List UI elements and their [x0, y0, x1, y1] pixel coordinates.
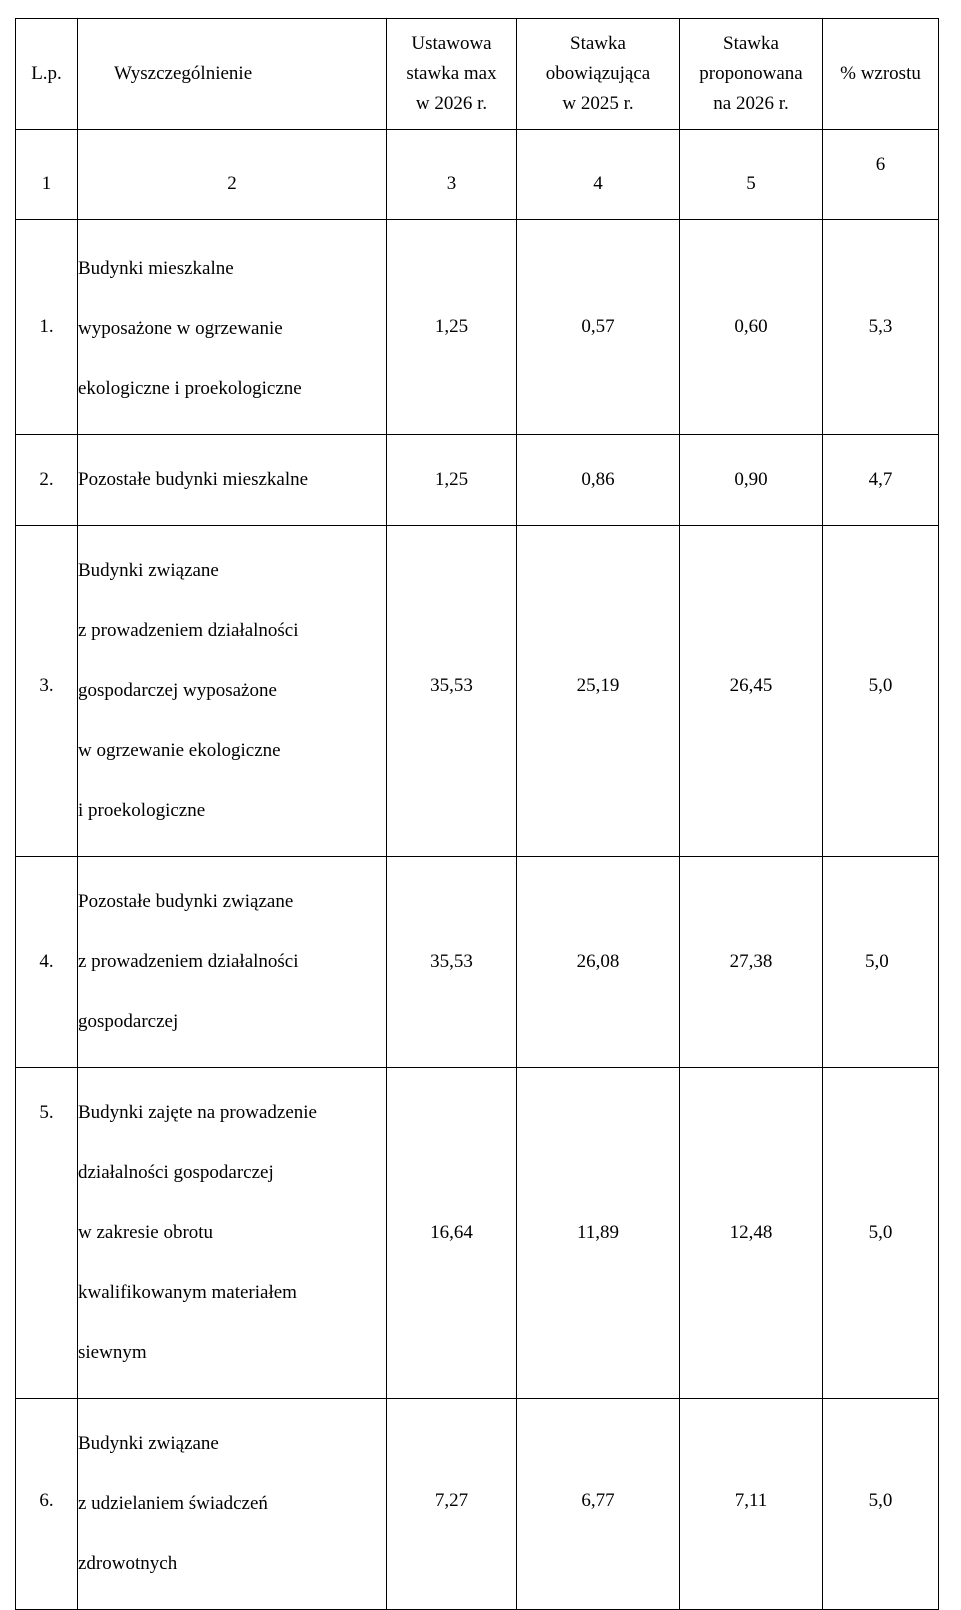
description-line: i proekologiczne — [78, 800, 206, 821]
description-line: z prowadzeniem działalności — [78, 620, 299, 641]
column-number: 1 — [16, 130, 78, 220]
description-line: zdrowotnych — [78, 1553, 178, 1574]
header-proposed-rate-line: Stawka — [723, 33, 779, 54]
column-number: 3 — [387, 130, 517, 220]
row-percent-increase: 5,3 — [823, 220, 939, 435]
header-current-rate-line: Stawka — [570, 33, 626, 54]
row-max-rate: 35,53 — [387, 857, 517, 1068]
row-max-rate: 35,53 — [387, 526, 517, 857]
description-line: Budynki zajęte na prowadzenie — [78, 1102, 317, 1123]
description-line: działalności gospodarczej — [78, 1162, 274, 1183]
table-row — [16, 1068, 939, 1399]
table-row — [16, 1399, 939, 1610]
description-line: Budynki mieszkalne — [78, 258, 234, 279]
row-percent-increase: 4,7 — [823, 435, 939, 526]
table-row — [16, 526, 939, 857]
table-row — [16, 857, 939, 1068]
row-description — [78, 220, 387, 435]
header-max-rate-line: Ustawowa — [411, 33, 492, 54]
row-percent-increase: 5,0 — [823, 857, 939, 1068]
row-proposed-rate: 27,38 — [680, 857, 823, 1068]
table-row — [16, 435, 939, 526]
row-description — [78, 857, 387, 1068]
row-description — [78, 435, 387, 526]
row-max-rate: 1,25 — [387, 220, 517, 435]
row-percent-increase: 5,0 — [823, 526, 939, 857]
row-lp: 4. — [16, 857, 78, 1068]
row-current-rate: 0,57 — [517, 220, 680, 435]
row-max-rate: 1,25 — [387, 435, 517, 526]
row-lp: 3. — [16, 526, 78, 857]
column-number: 5 — [680, 130, 823, 220]
table-row — [16, 220, 939, 435]
row-max-rate: 7,27 — [387, 1399, 517, 1610]
description-line: Pozostałe budynki mieszkalne — [78, 469, 309, 490]
row-proposed-rate: 0,60 — [680, 220, 823, 435]
column-number: 2 — [78, 130, 387, 220]
header-current-rate-line: obowiązująca — [545, 63, 651, 84]
header-description: Wyszczególnienie — [78, 19, 387, 130]
column-number: 6 — [823, 130, 939, 220]
description-line: wyposażone w ogrzewanie — [78, 318, 283, 339]
header-row — [16, 19, 939, 130]
description-line: z prowadzeniem działalności — [78, 951, 299, 972]
row-proposed-rate: 26,45 — [680, 526, 823, 857]
description-line: gospodarczej wyposażone — [78, 680, 277, 701]
row-percent-increase: 5,0 — [823, 1399, 939, 1610]
row-current-rate: 26,08 — [517, 857, 680, 1068]
row-description — [78, 1399, 387, 1610]
description-line: Pozostałe budynki związane — [78, 891, 294, 912]
header-percent-increase: % wzrostu — [823, 19, 939, 130]
description-line: ekologiczne i proekologiczne — [78, 378, 302, 399]
description-line: z udzielaniem świadczeń — [78, 1493, 268, 1514]
row-percent-increase: 5,0 — [823, 1068, 939, 1399]
header-current-rate-line: w 2025 r. — [562, 93, 634, 114]
description-line: kwalifikowanym materiałem — [78, 1282, 297, 1303]
row-lp: 1. — [16, 220, 78, 435]
row-lp: 6. — [16, 1399, 78, 1610]
header-lp: L.p. — [16, 19, 78, 130]
description-line: Budynki związane — [78, 1433, 219, 1454]
row-max-rate: 16,64 — [387, 1068, 517, 1399]
header-max-rate-line: stawka max — [406, 63, 497, 84]
row-current-rate: 0,86 — [517, 435, 680, 526]
row-description — [78, 1068, 387, 1399]
description-line: w zakresie obrotu — [78, 1222, 214, 1243]
description-line: w ogrzewanie ekologiczne — [78, 740, 281, 761]
header-proposed-rate-line: proponowana — [699, 63, 803, 84]
rates-table — [15, 18, 939, 1610]
header-proposed-rate-line: na 2026 r. — [713, 93, 789, 114]
description-line: siewnym — [78, 1342, 147, 1363]
row-lp: 2. — [16, 435, 78, 526]
header-max-rate-line: w 2026 r. — [415, 93, 488, 114]
column-number-row — [16, 130, 939, 220]
description-line: Budynki związane — [78, 560, 219, 581]
header-max-rate — [387, 19, 517, 130]
header-proposed-rate — [680, 19, 823, 130]
row-current-rate: 11,89 — [517, 1068, 680, 1399]
row-proposed-rate: 12,48 — [680, 1068, 823, 1399]
column-number: 4 — [517, 130, 680, 220]
row-proposed-rate: 0,90 — [680, 435, 823, 526]
row-current-rate: 25,19 — [517, 526, 680, 857]
row-proposed-rate: 7,11 — [680, 1399, 823, 1610]
description-line: gospodarczej — [78, 1011, 179, 1032]
row-lp: 5. — [16, 1068, 78, 1399]
header-current-rate — [517, 19, 680, 130]
row-description — [78, 526, 387, 857]
row-current-rate: 6,77 — [517, 1399, 680, 1610]
